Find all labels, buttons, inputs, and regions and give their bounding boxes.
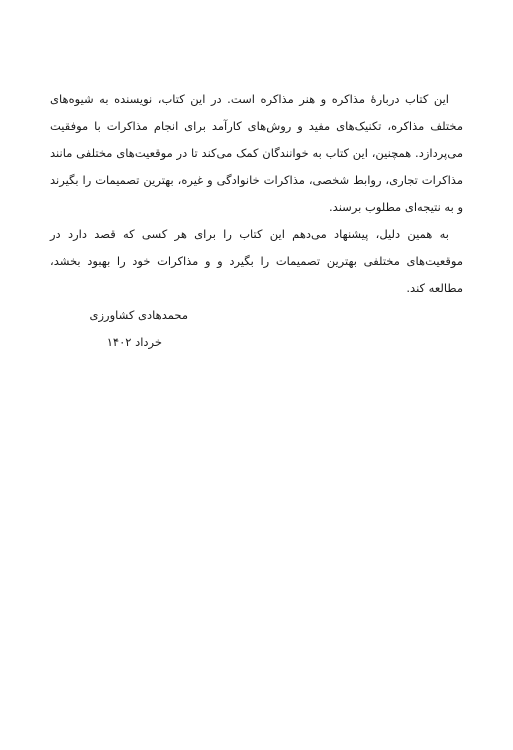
paragraph-recommendation: به همین دلیل، پیشنهاد می‌دهم این کتاب را برای هر کسی که قصد دارد در موقعیت‌های مختلفی بهترین تصمیمات را بگیرد و و مذاکرات خود را بهبود بخشد، مطالعه کند. bbox=[50, 227, 463, 295]
signature-date: خرداد ۱۴۰۲ bbox=[106, 335, 162, 349]
signature-name: محمدهادی کشاورزی bbox=[89, 308, 188, 322]
paragraph-intro: این کتاب دربارهٔ مذاکره و هنر مذاکره است. در این کتاب، نویسنده به شیوه‌های مختلف مذاکره، تکنیک‌های مفید و روش‌های کارآمد برای انجام مذاکرات با موفقیت می‌پردازد. همچنین، این کتاب به خوانندگان کمک می‌کند تا در موقعیت‌های مختلفی مانند مذاکرات تجاری، روابط شخصی، مذاکرات خانوادگی و غیره، بهترین تصمیمات را بگیرند و به نتیجه‌ای مطلوب برسند. bbox=[50, 92, 463, 214]
